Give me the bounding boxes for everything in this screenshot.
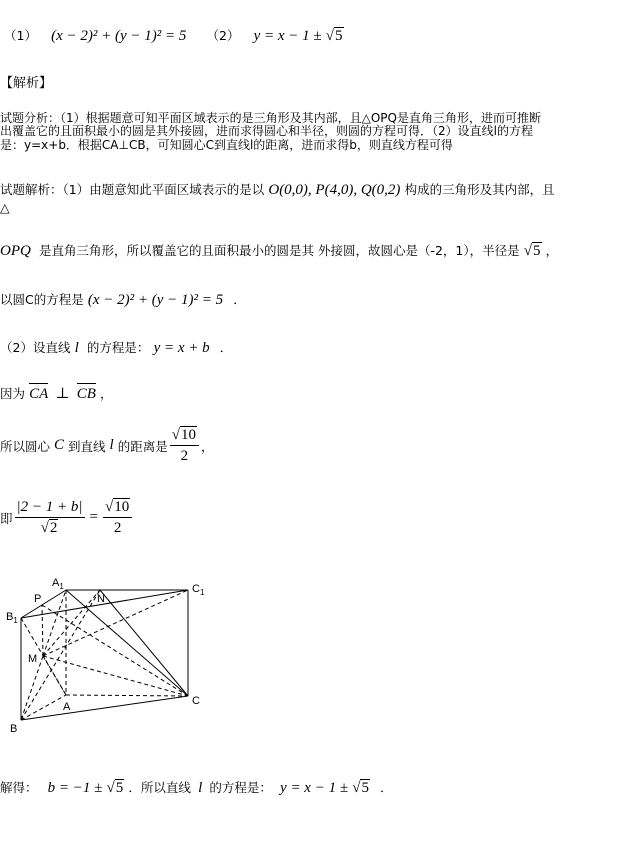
- circle-eq-label: 以圆C的方程是: [0, 292, 84, 307]
- answer-part1-label: （1）: [4, 28, 37, 43]
- line-equation: y = x + b: [153, 340, 210, 356]
- period: ．: [380, 780, 393, 795]
- solution-points: O(0,0), P(4,0), Q(0,2): [268, 182, 401, 198]
- label-m: M: [28, 653, 38, 665]
- solution-line-8: [0, 778, 393, 797]
- center-symbol: C: [54, 437, 65, 453]
- solution-intro: 试题解析：（1）由题意知此平面区域表示的是以: [0, 182, 265, 197]
- line-m-n-hidden: [43, 590, 100, 656]
- section-heading: 【解析】: [0, 76, 53, 91]
- line-m-c1-hidden: [43, 590, 188, 656]
- solution-line-2: [0, 241, 558, 260]
- edge-a-c-hidden: [66, 695, 188, 696]
- solution-intro-tail: 构成的三角形及其内部，且: [404, 182, 555, 197]
- b-value: b = −1 ±: [47, 780, 103, 796]
- namely-label: 即: [0, 510, 13, 526]
- part2-label: （2）设直线: [0, 340, 71, 355]
- period: ．: [219, 340, 233, 355]
- analysis-line-3: 是：y=x+b．根据CA⊥CB，可知圆心C到直线l的距离，进而求得b，则直线方程可得: [0, 138, 453, 152]
- line-p-c-hidden: [42, 605, 188, 696]
- line-m-b-hidden: [21, 656, 43, 720]
- label-b1: $B_1$: [6, 611, 18, 625]
- perp-symbol: ⊥: [55, 386, 70, 402]
- conclusion-label: ．所以直线: [128, 780, 191, 795]
- edge-n-c: [100, 590, 188, 696]
- period: ．: [233, 292, 246, 307]
- vector-ca: CA: [29, 386, 49, 402]
- line-symbol: l: [109, 437, 114, 453]
- solution-triangle-symbol: △: [0, 200, 10, 215]
- answer-line: [4, 26, 344, 45]
- comma: ，: [545, 243, 559, 258]
- answer-part2-label: （2）: [206, 28, 240, 43]
- prism-figure: [0, 570, 220, 740]
- edge-b-a-hidden: [21, 695, 66, 720]
- label-a: A: [63, 701, 71, 713]
- solution-line-4: [0, 338, 232, 357]
- analysis-line-1: 试题分析：（1）根据题意可知平面区域表示的是三角形及其内部，且△OPQ是直角三角形，进而可推断: [0, 111, 541, 125]
- circle-equation: (x − 2)² + (y − 1)² = 5: [87, 292, 224, 308]
- label-c1: $C_1$: [192, 583, 205, 597]
- line-symbol: l: [198, 780, 203, 796]
- comma: ，: [100, 386, 113, 401]
- label-a1: $A_1$: [52, 577, 64, 591]
- triangle-name: OPQ: [0, 243, 31, 259]
- distance-value-fraction: $\frac{√10}{2}$: [103, 497, 132, 538]
- solution-line-7: [0, 497, 134, 538]
- distance-formula-fraction: $\frac{|2 - 1 + b|}{√2}$: [16, 499, 83, 536]
- answer-part2-sqrt: √5: [325, 28, 343, 44]
- b-sqrt: √5: [106, 780, 124, 796]
- solve-label: 解得：: [0, 780, 38, 795]
- comma: ，: [200, 438, 214, 454]
- edge-b-c: [21, 696, 188, 720]
- because-label: 因为: [0, 386, 26, 401]
- label-b: B: [10, 723, 18, 735]
- line-m-a1-hidden: [43, 590, 66, 656]
- solution-line-5: [0, 384, 113, 403]
- label-c: C: [192, 695, 200, 707]
- answer-part1-equation: (x − 2)² + (y − 1)² = 5: [51, 28, 187, 44]
- radius-sqrt: √5: [523, 243, 541, 259]
- analysis-line-2: 出覆盖它的且面积最小的圆是其外接圆，进而求得圆心和半径，则圆的方程可得．（2）设直线l的方程: [0, 124, 533, 138]
- line-m-p-hidden: [42, 605, 43, 656]
- final-sqrt: √5: [352, 780, 369, 796]
- distance-intro: 所以圆心: [0, 438, 51, 454]
- final-line-equation: y = x − 1 ±: [280, 780, 349, 796]
- solution-line-6: [0, 425, 213, 466]
- label-p: P: [34, 593, 42, 605]
- label-n: N: [97, 593, 105, 605]
- solution-line-1: [0, 180, 555, 199]
- equals-sign: =: [89, 509, 98, 525]
- line-eq-label: 的方程是：: [86, 340, 150, 355]
- line-symbol: l: [74, 340, 79, 356]
- line-m-c-hidden: [43, 656, 188, 696]
- distance-label: 的距离是: [117, 438, 168, 454]
- solution-line-3: [0, 290, 246, 309]
- circle-statement: 是直角三角形，所以覆盖它的且面积最小的圆是其 外接圆，故圆心是（-2，1），半径是: [38, 243, 520, 258]
- edge-a1-c: [66, 590, 188, 696]
- equation-label: 的方程是：: [209, 780, 272, 795]
- to-line-label: 到直线: [68, 438, 106, 454]
- vector-cb: CB: [76, 386, 96, 402]
- answer-part2-equation: y = x − 1 ±: [253, 28, 322, 44]
- distance-fraction: $\frac{√10}{2}$: [170, 425, 199, 466]
